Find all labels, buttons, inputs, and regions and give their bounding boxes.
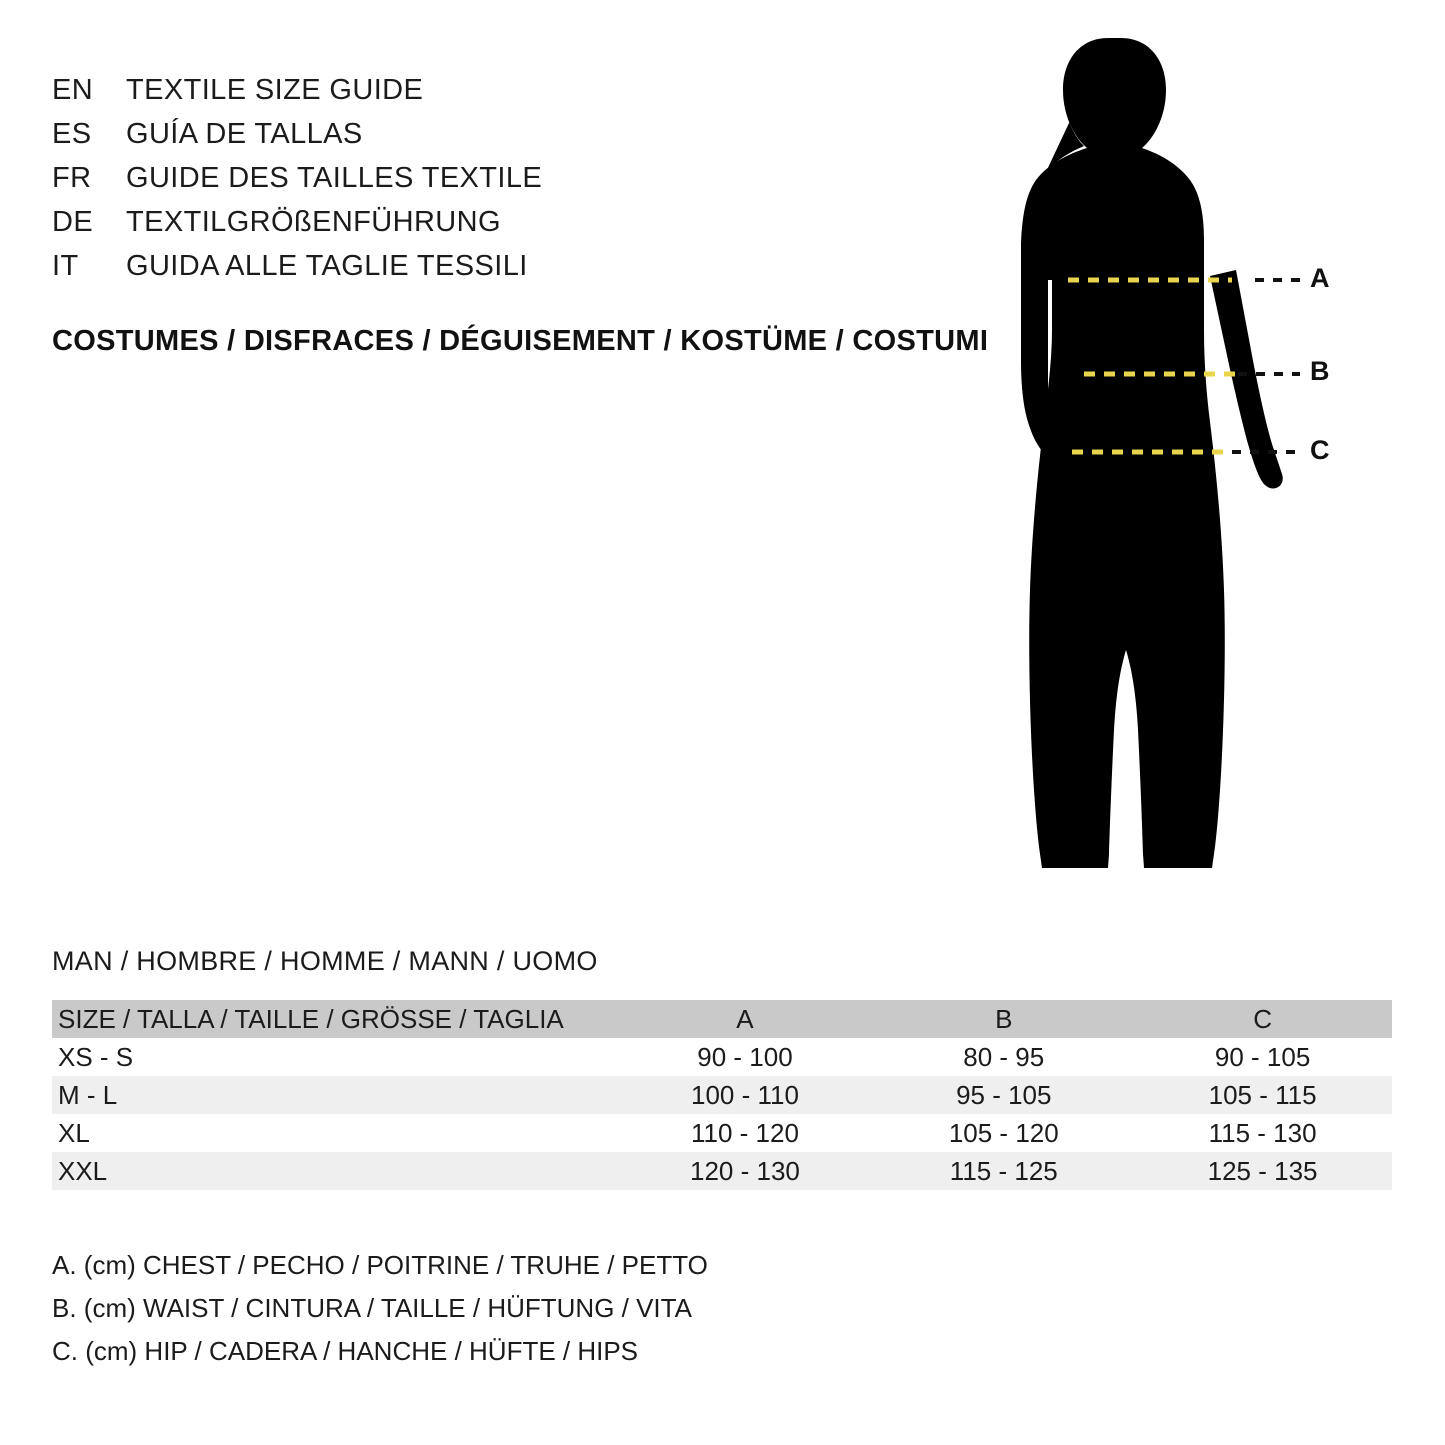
language-row bbox=[52, 68, 672, 112]
language-code: IT bbox=[52, 250, 79, 282]
size-table bbox=[52, 1000, 1392, 1190]
table-heading: MAN / HOMBRE / HOMME / MANN / UOMO bbox=[52, 946, 598, 976]
cell-c: 90 - 105 bbox=[1214, 1041, 1311, 1072]
cell-b: 95 - 105 bbox=[956, 1079, 1052, 1110]
cell-c: 115 - 130 bbox=[1208, 1117, 1317, 1148]
language-text: TEXTILGRÖßENFÜHRUNG bbox=[126, 206, 501, 238]
language-text: TEXTILE SIZE GUIDE bbox=[126, 74, 424, 106]
legend-line-c: C. (cm) HIP / CADERA / HANCHE / HÜFTE / HIPS bbox=[52, 1336, 639, 1366]
measure-label-a: A bbox=[1310, 263, 1330, 293]
language-row bbox=[52, 156, 672, 200]
cell-size: XL bbox=[58, 1117, 90, 1148]
table-row bbox=[52, 1152, 1392, 1190]
measure-label-b: B bbox=[1310, 356, 1330, 386]
figure-illustration bbox=[960, 30, 1380, 890]
language-row bbox=[52, 200, 672, 244]
measure-label-c: C bbox=[1310, 435, 1330, 465]
language-list bbox=[52, 68, 672, 288]
table-row bbox=[52, 1076, 1392, 1114]
table-header-size: SIZE / TALLA / TAILLE / GRÖSSE / TAGLIA bbox=[58, 1003, 564, 1034]
cell-a: 110 - 120 bbox=[690, 1117, 799, 1148]
cell-size: M - L bbox=[58, 1079, 118, 1110]
language-code: FR bbox=[52, 162, 92, 194]
table-row bbox=[52, 1038, 1392, 1076]
table-header-c: C bbox=[1253, 1003, 1272, 1034]
table-header-a: A bbox=[736, 1003, 754, 1034]
cell-size: XXL bbox=[58, 1155, 108, 1186]
language-text: GUÍA DE TALLAS bbox=[126, 118, 363, 150]
cell-a: 100 - 110 bbox=[690, 1079, 799, 1110]
legend-line-b: B. (cm) WAIST / CINTURA / TAILLE / HÜFTUNG / VITA bbox=[52, 1293, 692, 1323]
cell-a: 90 - 100 bbox=[697, 1041, 793, 1072]
cell-b: 80 - 95 bbox=[963, 1041, 1045, 1072]
cell-a: 120 - 130 bbox=[690, 1155, 800, 1186]
language-row bbox=[52, 244, 672, 288]
cell-b: 115 - 125 bbox=[949, 1155, 1058, 1186]
legend-line-a: A. (cm) CHEST / PECHO / POITRINE / TRUHE / PETTO bbox=[52, 1250, 708, 1280]
legend bbox=[52, 1244, 708, 1373]
table-header-b: B bbox=[995, 1003, 1013, 1034]
table-header-row bbox=[52, 1000, 1392, 1038]
table-row bbox=[52, 1114, 1392, 1152]
cell-size: XS - S bbox=[58, 1041, 134, 1072]
cell-b: 105 - 120 bbox=[948, 1117, 1059, 1148]
language-code: ES bbox=[52, 118, 92, 150]
page-title: COSTUMES / DISFRACES / DÉGUISEMENT / KOSTÜME / COSTUMI bbox=[52, 325, 989, 357]
language-row bbox=[52, 112, 672, 156]
language-code: EN bbox=[52, 74, 94, 106]
language-text: GUIDA ALLE TAGLIE TESSILI bbox=[126, 250, 528, 282]
cell-c: 125 - 135 bbox=[1207, 1155, 1318, 1186]
cell-c: 105 - 115 bbox=[1208, 1079, 1317, 1110]
language-text: GUIDE DES TAILLES TEXTILE bbox=[126, 162, 543, 194]
language-code: DE bbox=[52, 206, 94, 238]
